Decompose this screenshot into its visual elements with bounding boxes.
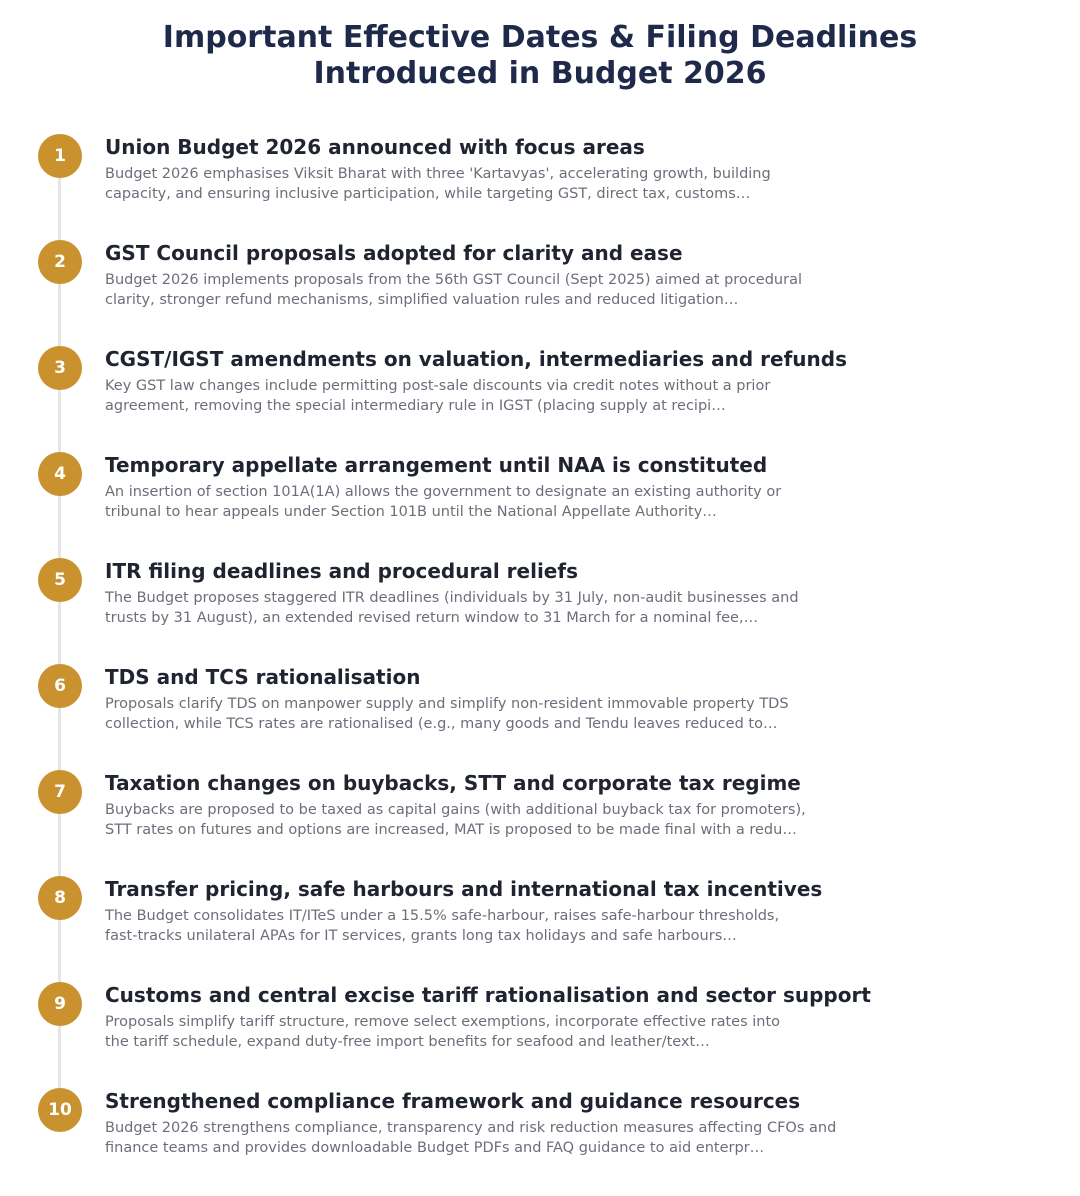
item-description-1-line-2: capacity, and ensuring inclusive participation, while targeting GST, direct tax, customs… — [105, 186, 751, 202]
item-description-2-line-2: clarity, stronger refund mechanisms, simplified valuation rules and reduced litigation… — [105, 292, 739, 308]
item-heading-10: Strengthened compliance framework and guidance resources — [105, 1089, 801, 1113]
item-heading-9: Customs and central excise tariff rationalisation and sector support — [105, 983, 871, 1007]
item-heading-5: ITR filing deadlines and procedural reliefs — [105, 559, 578, 583]
step-badge-8: 8 — [38, 876, 82, 920]
item-description-1-line-1: Budget 2026 emphasises Viksit Bharat with three 'Kartavyas', accelerating growth, building — [105, 166, 771, 182]
step-badge-3: 3 — [38, 346, 82, 390]
item-description-5-line-2: trusts by 31 August), an extended revised return window to 31 March for a nominal fee,… — [105, 610, 759, 626]
timeline-item-9 — [0, 982, 1080, 1088]
timeline-item-6 — [0, 664, 1080, 770]
timeline-item-7 — [0, 770, 1080, 876]
item-description-6-line-2: collection, while TCS rates are rationalised (e.g., many goods and Tendu leaves reduced to… — [105, 716, 778, 732]
step-badge-4: 4 — [38, 452, 82, 496]
timeline-item-8 — [0, 876, 1080, 982]
item-heading-2: GST Council proposals adopted for clarity and ease — [105, 241, 683, 265]
item-description-3-line-1: Key GST law changes include permitting post-sale discounts via credit notes without a prior — [105, 378, 771, 394]
timeline-item-5 — [0, 558, 1080, 664]
item-description-9-line-2: the tariff schedule, expand duty-free import benefits for seafood and leather/text… — [105, 1034, 710, 1050]
item-heading-1: Union Budget 2026 announced with focus areas — [105, 135, 645, 159]
item-heading-8: Transfer pricing, safe harbours and international tax incentives — [105, 877, 823, 901]
item-heading-7: Taxation changes on buybacks, STT and corporate tax regime — [105, 771, 801, 795]
step-badge-7: 7 — [38, 770, 82, 814]
item-description-5-line-1: The Budget proposes staggered ITR deadlines (individuals by 31 July, non-audit businesses and — [105, 590, 799, 606]
item-description-9-line-1: Proposals simplify tariff structure, remove select exemptions, incorporate effective rates into — [105, 1014, 781, 1030]
item-description-4 — [105, 482, 875, 522]
page-title-line-2: Introduced in Budget 2026 — [313, 56, 767, 91]
item-description-3-line-2: agreement, removing the special intermediary rule in IGST (placing supply at recipi… — [105, 398, 726, 414]
item-heading-3: CGST/IGST amendments on valuation, intermediaries and refunds — [105, 347, 848, 371]
timeline-item-4 — [0, 452, 1080, 558]
item-description-7-line-1: Buybacks are proposed to be taxed as capital gains (with additional buyback tax for promoters), — [105, 802, 806, 818]
item-description-7-line-2: STT rates on futures and options are increased, MAT is proposed to be made final with a redu… — [105, 822, 797, 838]
item-description-2 — [105, 270, 875, 310]
item-description-9 — [105, 1012, 875, 1052]
item-description-10-line-2: finance teams and provides downloadable Budget PDFs and FAQ guidance to aid enterpr… — [105, 1140, 765, 1156]
timeline-item-1 — [0, 134, 1080, 240]
item-heading-6: TDS and TCS rationalisation — [105, 665, 421, 689]
step-badge-10: 10 — [38, 1088, 82, 1132]
step-badge-5: 5 — [38, 558, 82, 602]
timeline-item-3 — [0, 346, 1080, 452]
item-description-3 — [105, 376, 875, 416]
item-description-10 — [105, 1118, 875, 1158]
item-description-2-line-1: Budget 2026 implements proposals from the 56th GST Council (Sept 2025) aimed at procedural — [105, 272, 802, 288]
item-description-4-line-2: tribunal to hear appeals under Section 101B until the National Appellate Authority… — [105, 504, 717, 520]
step-badge-2: 2 — [38, 240, 82, 284]
step-badge-9: 9 — [38, 982, 82, 1026]
item-description-6-line-1: Proposals clarify TDS on manpower supply and simplify non-resident immovable property TDS — [105, 696, 789, 712]
item-description-8-line-2: fast-tracks unilateral APAs for IT services, grants long tax holidays and safe harbours… — [105, 928, 737, 944]
item-heading-4: Temporary appellate arrangement until NAA is constituted — [105, 453, 768, 477]
item-description-8-line-1: The Budget consolidates IT/ITeS under a 15.5% safe-harbour, raises safe-harbour thresholds, — [105, 908, 780, 924]
item-description-10-line-1: Budget 2026 strengthens compliance, transparency and risk reduction measures affecting CFOs and — [105, 1120, 837, 1136]
step-badge-6: 6 — [38, 664, 82, 708]
item-description-1 — [105, 164, 875, 204]
item-description-4-line-1: An insertion of section 101A(1A) allows the government to designate an existing authority or — [105, 484, 782, 500]
item-description-7 — [105, 800, 875, 840]
timeline-item-2 — [0, 240, 1080, 346]
item-description-6 — [105, 694, 875, 734]
step-badge-1: 1 — [38, 134, 82, 178]
timeline-item-10 — [0, 1088, 1080, 1194]
item-description-5 — [105, 588, 875, 628]
item-description-8 — [105, 906, 875, 946]
page-title-line-1: Important Effective Dates & Filing Deadlines — [162, 20, 918, 55]
